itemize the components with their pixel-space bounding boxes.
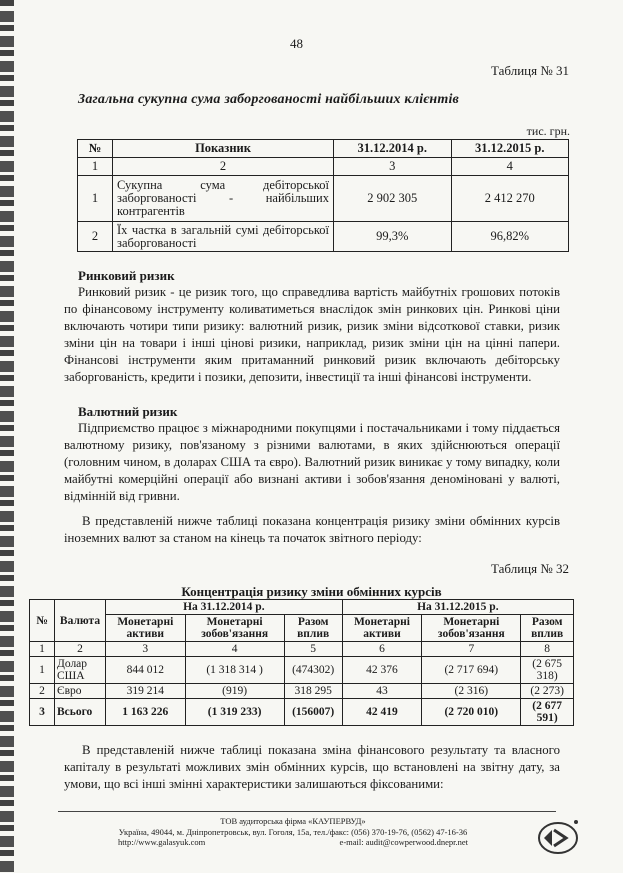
table-row: [78, 222, 569, 252]
table-cell: (919): [185, 684, 284, 699]
table-row: [30, 657, 574, 684]
table-cell: 319 214: [106, 684, 186, 699]
table-cell: 3: [334, 158, 452, 176]
table-cell: 4: [185, 642, 284, 657]
table-cell: 318 295: [284, 684, 342, 699]
table-cell: (1 318 314 ): [185, 657, 284, 684]
table32-subheader: Монетарні зобов'язання: [422, 615, 521, 642]
table-cell: Долар США: [55, 657, 106, 684]
binding-edge: [0, 0, 14, 873]
table33-intro: В представленій нижче таблиці показана зміна фінансового результату та власного капіталу в результаті можливих змін обмінних курсів, що встановлені на звітну дату, за умови, що всі інші змінні характеристики залишаються фіксованими:: [64, 743, 560, 791]
table31-header-2014: 31.12.2014 р.: [334, 140, 452, 158]
table-cell: 1: [30, 642, 55, 657]
table-row: [30, 684, 574, 699]
table-cell: Сукупна сума дебіторської заборгованості - найбільших контрагентів: [113, 176, 334, 222]
table31-title: Загальна сукупна сума заборгованості найбільших клієнтів: [78, 92, 460, 107]
table-cell: 42 376: [342, 657, 422, 684]
table-cell: 8: [521, 642, 574, 657]
table-cell: 2: [30, 684, 55, 699]
table32-header-num: №: [30, 600, 55, 642]
market-risk-heading: Ринковий ризик: [78, 268, 175, 283]
table-cell: (2 273): [521, 684, 574, 699]
table-cell: (156007): [284, 699, 342, 726]
table31-header-indicator: Показник: [113, 140, 334, 158]
page-number: 48: [290, 36, 303, 51]
table32-subheader: Монетарні активи: [342, 615, 422, 642]
table31-header-row: [78, 140, 569, 158]
table-cell: 2: [55, 642, 106, 657]
currency-risk-heading: Валютний ризик: [78, 404, 178, 419]
market-risk-text: Ринковий ризик - це ризик того, що справедлива вартість майбутніх грошових потоків по фінансовому інструменту коливатиметься внаслідок змін ринкових цін. Ринкові ціни включають чотири типи ризику: валютний ризик, ризик зміни відсоткової ставки, ризик зміни цін на товари і інші цінові ризики, наприклад, ризик зміни цін на цінні папери. Фінансові інструменти яким притаманний ринковий ризик включають дебіторську заборгованість, кредити і позики, депозити, інвестиції та інші фінансові інструменти.: [64, 285, 560, 384]
table32-header-period-2015: На 31.12.2015 р.: [342, 600, 573, 615]
table32-header-currency: Валюта: [55, 600, 106, 642]
cowperwood-logo-icon: [536, 818, 580, 856]
table-row: [78, 176, 569, 222]
table-cell: Їх частка в загальній сумі дебіторської заборгованості: [113, 222, 334, 252]
table31-header-2015: 31.12.2015 р.: [451, 140, 569, 158]
table-cell: 7: [422, 642, 521, 657]
table31: [77, 139, 569, 252]
table-cell: (2 316): [422, 684, 521, 699]
table-cell: Всього: [55, 699, 106, 726]
table-cell: Євро: [55, 684, 106, 699]
table32-subheader: Монетарні зобов'язання: [185, 615, 284, 642]
footer-divider: [58, 811, 556, 812]
table-cell: 3: [30, 699, 55, 726]
footer: [58, 816, 528, 848]
table32-label: Таблиця № 32: [491, 561, 569, 576]
table31-unit: тис. грн.: [526, 124, 570, 138]
table-cell: 6: [342, 642, 422, 657]
table-cell: 2 902 305: [334, 176, 452, 222]
table-cell: (2 677 591): [521, 699, 574, 726]
table-cell: (2 720 010): [422, 699, 521, 726]
table-cell: 42 419: [342, 699, 422, 726]
table32-index-row: [30, 642, 574, 657]
footer-email-link[interactable]: e-mail: audit@cowperwood.dnepr.net: [339, 837, 468, 847]
table-cell: 4: [451, 158, 569, 176]
table32: [29, 599, 574, 726]
table32-title: Концентрація ризику зміни обмінних курсів: [181, 584, 442, 599]
footer-address: Україна, 49044, м. Дніпропетровськ, вул. Гоголя, 15а, тел./факс: (056) 370-19-76, (0562) 47-16-36: [118, 826, 468, 837]
table32-subheader: Разом вплив: [284, 615, 342, 642]
table-cell: 1: [30, 657, 55, 684]
table-cell: 2: [78, 222, 113, 252]
table32-subheader: Монетарні активи: [106, 615, 186, 642]
footer-company: ТОВ аудиторська фірма «КАУПЕРВУД»: [220, 816, 366, 826]
table-cell: 1: [78, 176, 113, 222]
table31-index-row: [78, 158, 569, 176]
table-row-total: [30, 699, 574, 726]
table-cell: 844 012: [106, 657, 186, 684]
table31-label: Таблиця № 31: [491, 63, 569, 78]
table-cell: (1 319 233): [185, 699, 284, 726]
table-cell: 43: [342, 684, 422, 699]
table-cell: 96,82%: [451, 222, 569, 252]
footer-website-link[interactable]: http://www.galasyuk.com: [118, 837, 206, 847]
table-cell: 2 412 270: [451, 176, 569, 222]
table-cell: 5: [284, 642, 342, 657]
table-cell: 3: [106, 642, 186, 657]
table-cell: 99,3%: [334, 222, 452, 252]
table32-header-period-2014: На 31.12.2014 р.: [106, 600, 343, 615]
table-cell: (2 675 318): [521, 657, 574, 684]
table32-intro: В представленій нижче таблиці показана концентрація ризику зміни обмінних курсів іноземних валют за станом на кінець та початок звітного періоду:: [64, 514, 560, 545]
table32-subheader: Разом вплив: [521, 615, 574, 642]
table32-header-row: [30, 600, 574, 615]
table-cell: 1: [78, 158, 113, 176]
currency-risk-text: Підприємство працює з міжнародними покупцями і постачальниками і тому піддається валютному ризику, пов'язаному з різними валютами, в яких здійснюються операції (головним чином, в доларах США та євро). Валютний ризик виникає у тому випадку, коли майбутні комерційні операції або визнані активи і зобов'язання деноміновані у валюті, відмінній від гривни.: [64, 421, 560, 503]
table32-subheader-row: [30, 615, 574, 642]
table-cell: (2 717 694): [422, 657, 521, 684]
table-cell: 1 163 226: [106, 699, 186, 726]
table-cell: (474302): [284, 657, 342, 684]
table31-header-num: №: [78, 140, 113, 158]
table-cell: 2: [113, 158, 334, 176]
